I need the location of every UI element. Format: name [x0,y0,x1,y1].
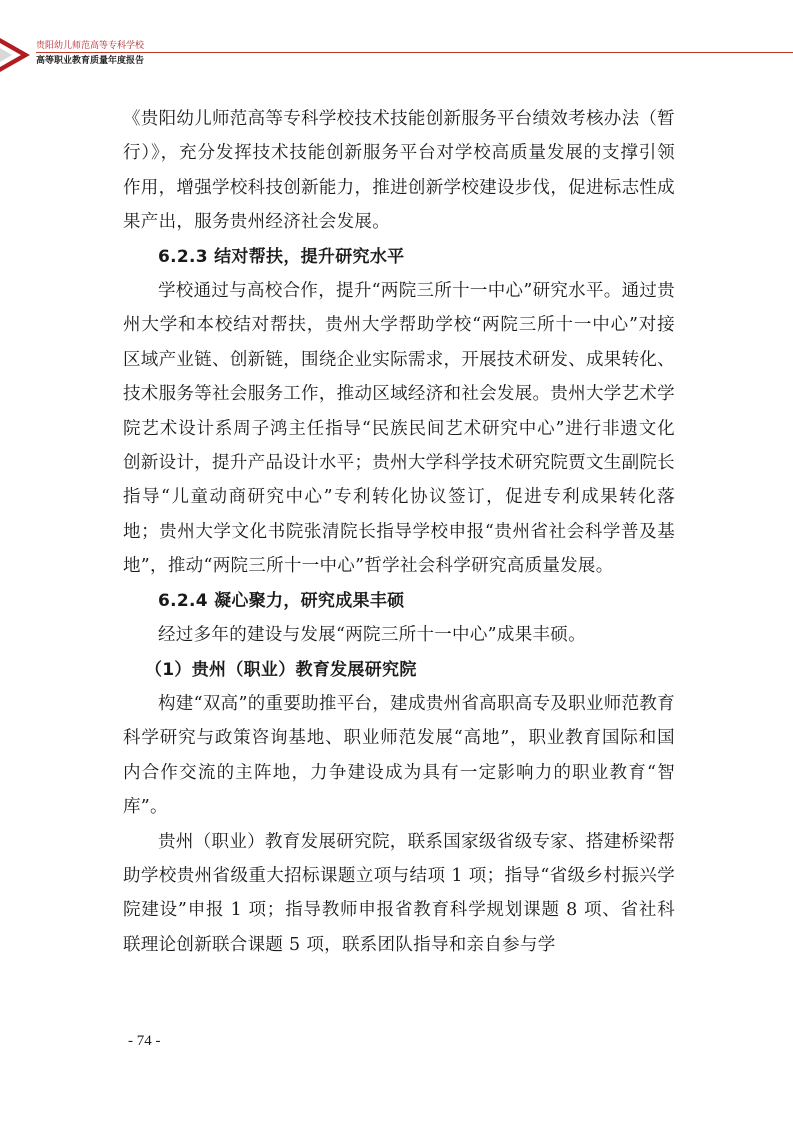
section-heading-6-2-4: 6.2.4 凝心聚力，研究成果丰硕 [158,590,405,611]
paragraph-6-2-4: 经过多年的建设与发展“两院三所十一中心”成果丰硕。 [158,625,586,646]
paragraph-6-2-3: 学校通过与高校合作，提升“两院三所十一中心”研究水平。通过贵州大学和本校结对帮扶，贵州大学帮助学校“两院三所十一中心”对接区域产业链、创新链，围绕企业实际需求，开展技术研发、成果转化、技术服务等社会服务工作，推动区域经济和社会发展。贵州大学艺术学院艺术设计系周子鸿主任指导“民族民间艺术研究中心”进行非遗文化创新设计，提升产品设计水平；贵州大学科学技术研究院贾文生副院长指导“儿童动商研究中心”专利转化协议签订，促进专利成果转化落地；贵州大学文化书院张清院长指导学校申报“贵州省社会科学普及基地”，推动“两院三所十一中心”哲学社会科学研究高质量发展。 [123,281,675,577]
header-divider [36,52,793,53]
header-report-title: 高等职业教育质量年度报告 [36,56,145,66]
section-heading-6-2-3: 6.2.3 结对帮扶，提升研究水平 [158,246,405,267]
header-logo-mark [0,38,30,72]
header-school-name: 贵阳幼儿师范高等专科学校 [36,41,145,51]
subheading-education-institute: （1）贵州（职业）教育发展研究院 [145,659,417,680]
page-body [123,102,675,962]
paragraph-institute-achievements: 贵州（职业）教育发展研究院，联系国家级省级专家、搭建桥梁帮助学校贵州省级重大招标课题立项与结项 1 项；指导“省级乡村振兴学院建设”申报 1 项；指导教师申报省教育科学规划课题 8 项、省社科联理论创新联合课题 5 项，联系团队指导和亲自参与学 [123,831,675,955]
paragraph-intro: 《贵阳幼儿师范高等专科学校技术技能创新服务平台绩效考核办法（暂行）》，充分发挥技术技能创新服务平台对学校高质量发展的支撑引领作用，增强学校科技创新能力，推进创新学校建设步伐，促进标志性成果产出，服务贵州经济社会发展。 [123,109,675,233]
page-header [0,38,793,72]
paragraph-institute-goal: 构建“双高”的重要助推平台，建成贵州省高职高专及职业师范教育科学研究与政策咨询基地、职业师范发展“高地”，职业教育国际和国内合作交流的主阵地，力争建设成为具有一定影响力的职业教育“智库”。 [123,693,675,818]
page-number: - 74 - [128,1033,161,1049]
